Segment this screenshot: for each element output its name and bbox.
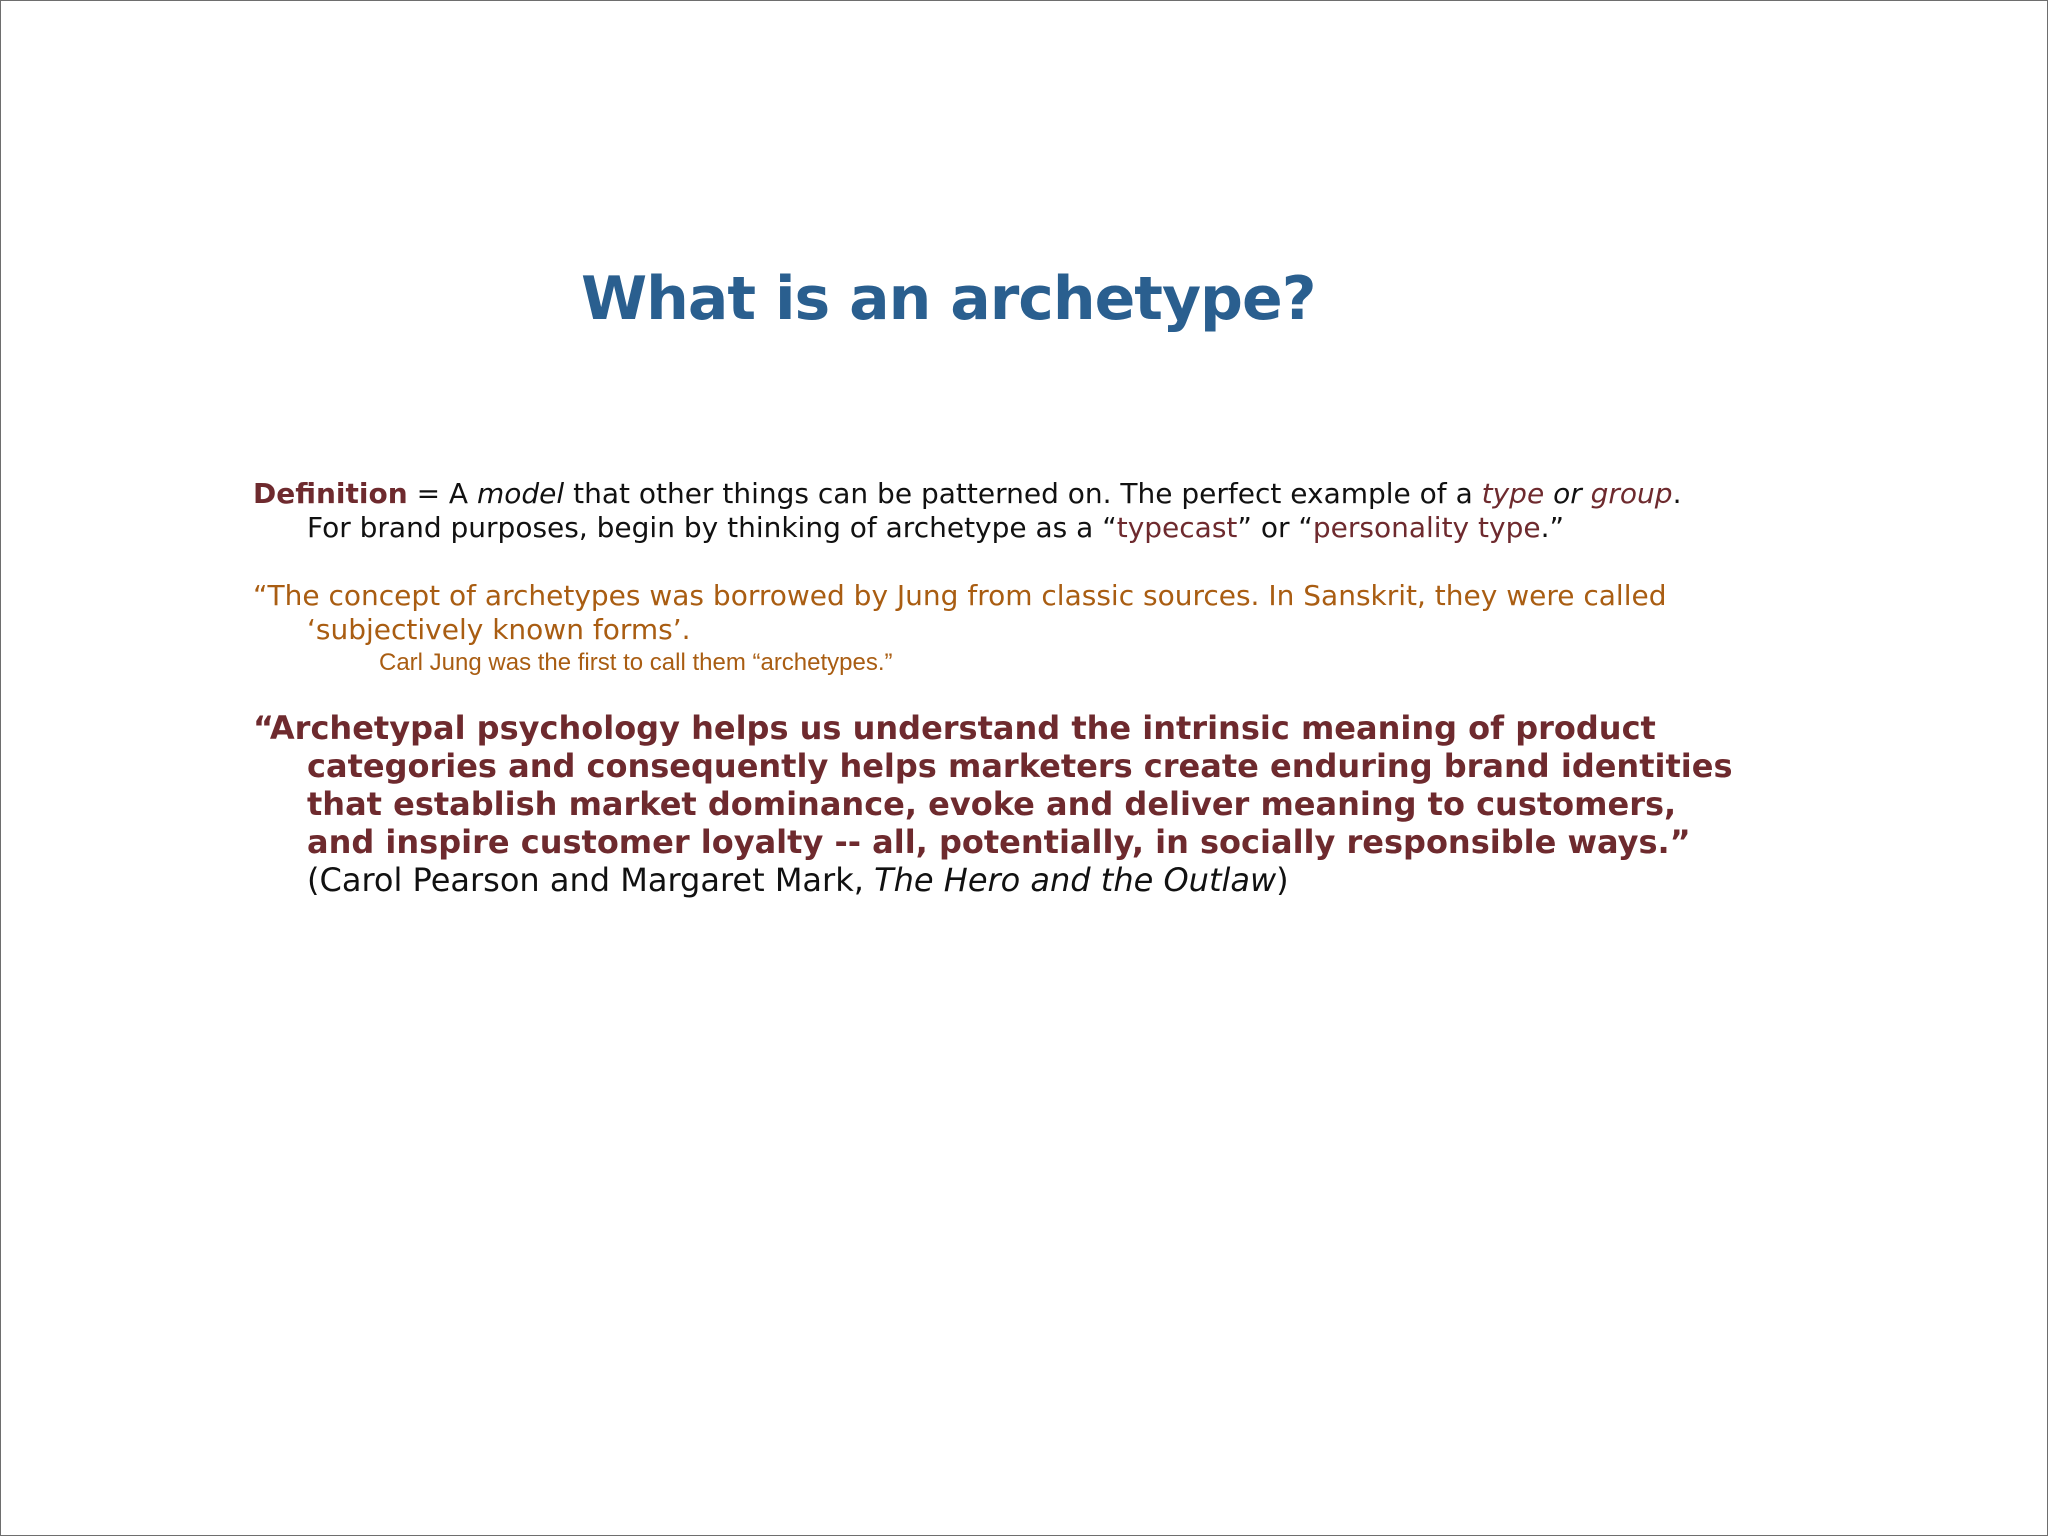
definition-type: type <box>1481 477 1545 510</box>
definition-period: . <box>1672 477 1682 510</box>
pearson-quote-text: “Archetypal psychology helps us understand the intrinsic meaning of product categories and consequently helps marketers create enduring brand identities that establish market dominance, evoke and deliver meaning to customers, and inspire customer loyalty -- all, potentially, in socially responsible ways.” <box>253 709 1733 861</box>
definition-personality-type: personality type <box>1312 511 1541 544</box>
definition-text1: that other things can be patterned on. The perfect example of a <box>564 477 1482 510</box>
definition-or: or <box>1544 477 1591 510</box>
definition-model: model <box>477 477 565 510</box>
definition-paragraph <box>253 477 1733 545</box>
jung-quote-block <box>253 579 1733 679</box>
definition-eq: = A <box>407 477 477 510</box>
pearson-quote-paragraph <box>253 709 1733 899</box>
slide-title: What is an archetype? <box>581 264 1316 334</box>
pearson-cite-close: ) <box>1276 861 1289 899</box>
definition-end: .” <box>1540 511 1564 544</box>
definition-label: Definition <box>253 477 408 510</box>
jung-quote-text: “The concept of archetypes was borrowed by Jung from classic sources. In Sanskrit, they were called ‘subjectively known forms’. <box>253 579 1667 646</box>
definition-mid: ” or “ <box>1237 511 1313 544</box>
jung-quote-paragraph <box>253 579 1733 679</box>
pearson-quote-block <box>253 709 1733 899</box>
definition-group: group <box>1590 477 1673 510</box>
pearson-cite-book: The Hero and the Outlaw <box>874 861 1277 899</box>
definition-block <box>253 477 1733 545</box>
definition-typecast: typecast <box>1116 511 1238 544</box>
pearson-cite-open: (Carol Pearson and Margaret Mark, <box>307 861 875 899</box>
jung-quote-attribution: Carl Jung was the first to call them “archetypes.” <box>379 649 893 676</box>
definition-line2-start: For brand purposes, begin by thinking of archetype as a “ <box>307 511 1117 544</box>
